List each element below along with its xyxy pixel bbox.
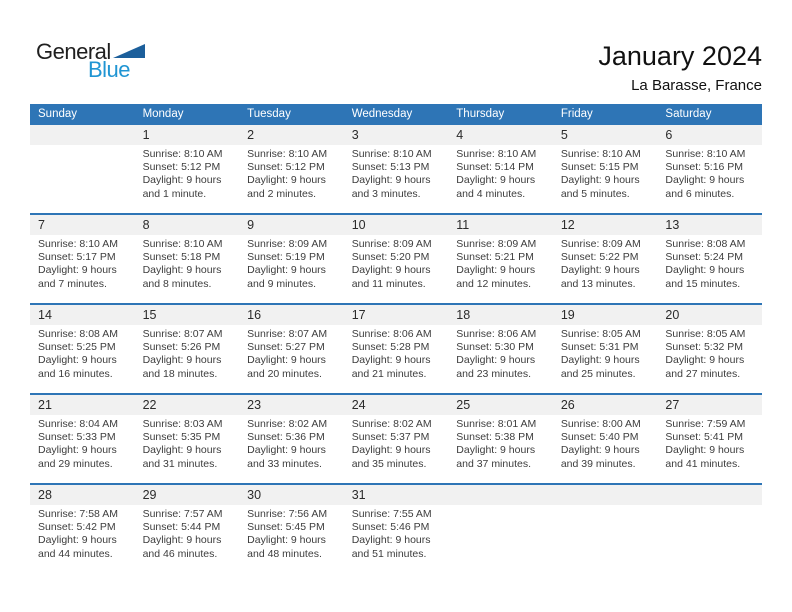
day-number [448,485,553,505]
page-title: January 2024 [598,41,762,71]
day-cell [30,485,135,573]
day-cell [657,395,762,483]
day-number: 18 [448,305,553,325]
day-cell [448,485,553,573]
day-details [553,505,658,573]
daylight-line2: and 4 minutes. [456,187,526,200]
day-cell [344,395,449,483]
day-number [30,125,135,145]
daylight-line2: and 46 minutes. [142,547,218,560]
sunrise-text: Sunrise: 8:10 AM [665,148,746,160]
day-cell [239,305,344,393]
sunset-text: Sunset: 5:21 PM [456,251,534,264]
daylight-line1: Daylight: 9 hours [351,444,431,457]
day-number: 12 [553,215,658,235]
day-number: 7 [30,215,135,235]
day-details [135,505,240,573]
daylight-line1: Daylight: 9 hours [38,534,117,547]
daylight-line2: and 35 minutes. [351,457,427,470]
sunrise-text: Sunrise: 7:55 AM [351,508,432,520]
day-number: 2 [239,125,344,145]
daylight-line2: and 12 minutes. [456,277,531,290]
sunrise-text: Sunrise: 8:10 AM [247,148,328,160]
sunrise-text: Sunrise: 8:09 AM [560,238,641,250]
week-row [30,393,762,483]
day-cell [239,395,344,483]
sunrise-text: Sunrise: 8:00 AM [560,418,641,430]
daylight-line2: and 2 minutes. [247,187,317,200]
sunset-text: Sunset: 5:41 PM [665,431,744,444]
day-cell [553,485,658,573]
day-cell [239,485,344,573]
day-number: 22 [135,395,240,415]
daylight-line1: Daylight: 9 hours [142,444,222,457]
day-cell [344,215,449,303]
daylight-line1: Daylight: 9 hours [351,264,431,277]
day-details [448,235,553,303]
day-number: 1 [135,125,240,145]
daylight-line1: Daylight: 9 hours [351,354,431,367]
day-details [344,235,449,303]
day-details [135,235,240,303]
day-details [657,325,762,393]
daylight-line1: Daylight: 9 hours [142,354,222,367]
sunset-text: Sunset: 5:44 PM [142,521,221,534]
sunset-text: Sunset: 5:25 PM [38,341,116,354]
day-cell [657,485,762,573]
daylight-line1: Daylight: 9 hours [351,174,431,187]
day-details [239,235,344,303]
daylight-line2: and 21 minutes. [351,367,427,380]
day-number: 14 [30,305,135,325]
daylight-line2: and 16 minutes. [38,367,113,380]
day-cell [553,395,658,483]
daylight-line2: and 18 minutes. [142,367,218,380]
sunset-text: Sunset: 5:19 PM [247,251,325,264]
sunrise-text: Sunrise: 8:06 AM [456,328,537,340]
day-number: 28 [30,485,135,505]
sunset-text: Sunset: 5:12 PM [142,161,221,174]
daylight-line2: and 51 minutes. [351,547,427,560]
day-cell [657,125,762,213]
day-details [135,145,240,213]
day-cell [135,125,240,213]
day-details [657,235,762,303]
daylight-line2: and 23 minutes. [456,367,531,380]
sunrise-text: Sunrise: 8:07 AM [142,328,223,340]
daylight-line2: and 9 minutes. [247,277,317,290]
sunrise-text: Sunrise: 8:02 AM [247,418,328,430]
day-details [448,145,553,213]
day-details [448,415,553,483]
sunrise-text: Sunrise: 8:06 AM [351,328,432,340]
logo-text-general: General [36,39,111,64]
day-number: 13 [657,215,762,235]
sunrise-text: Sunrise: 8:10 AM [142,238,223,250]
sunrise-text: Sunrise: 8:10 AM [560,148,641,160]
sunset-text: Sunset: 5:27 PM [247,341,325,354]
day-details [344,145,449,213]
dow-header-thursday: Thursday [456,108,505,120]
day-number: 29 [135,485,240,505]
day-cell [30,305,135,393]
day-number: 21 [30,395,135,415]
daylight-line1: Daylight: 9 hours [142,264,222,277]
day-cell [448,305,553,393]
day-cell [135,395,240,483]
sunrise-text: Sunrise: 8:01 AM [456,418,537,430]
daylight-line1: Daylight: 9 hours [456,264,536,277]
day-details [30,325,135,393]
sunrise-text: Sunrise: 8:10 AM [38,238,118,250]
sunset-text: Sunset: 5:14 PM [456,161,534,174]
daylight-line1: Daylight: 9 hours [247,264,326,277]
sunrise-text: Sunrise: 8:09 AM [247,238,328,250]
sunrise-text: Sunrise: 8:08 AM [38,328,118,340]
day-cell [30,215,135,303]
day-details [657,145,762,213]
daylight-line1: Daylight: 9 hours [456,354,536,367]
sunset-text: Sunset: 5:38 PM [456,431,534,444]
day-details [448,505,553,573]
daylight-line2: and 48 minutes. [247,547,322,560]
daylight-line1: Daylight: 9 hours [247,444,326,457]
day-details [239,145,344,213]
daylight-line1: Daylight: 9 hours [38,264,117,277]
daylight-line1: Daylight: 9 hours [560,264,640,277]
sunset-text: Sunset: 5:22 PM [560,251,639,264]
sunrise-text: Sunrise: 8:10 AM [142,148,223,160]
sunset-text: Sunset: 5:36 PM [247,431,325,444]
daylight-line1: Daylight: 9 hours [665,354,745,367]
day-details [553,145,658,213]
daylight-line1: Daylight: 9 hours [456,174,536,187]
day-details [344,415,449,483]
sunset-text: Sunset: 5:16 PM [665,161,744,174]
week-row [30,125,762,213]
day-number: 8 [135,215,240,235]
sunrise-text: Sunrise: 8:09 AM [351,238,432,250]
day-number: 31 [344,485,449,505]
sunset-text: Sunset: 5:28 PM [351,341,430,354]
logo-text-blue: Blue [88,57,131,82]
day-details [553,415,658,483]
dow-header-wednesday: Wednesday [351,108,413,120]
daylight-line2: and 13 minutes. [560,277,636,290]
day-number: 9 [239,215,344,235]
sunset-text: Sunset: 5:17 PM [38,251,116,264]
day-cell [30,125,135,213]
daylight-line1: Daylight: 9 hours [665,444,745,457]
sunrise-text: Sunrise: 8:05 AM [665,328,746,340]
calendar [30,104,762,573]
page-subtitle: La Barasse, France [631,77,762,94]
day-details [657,505,762,573]
daylight-line2: and 15 minutes. [665,277,741,290]
sunrise-text: Sunrise: 7:56 AM [247,508,328,520]
day-cell [30,395,135,483]
daylight-line2: and 27 minutes. [665,367,741,380]
daylight-line2: and 31 minutes. [142,457,218,470]
daylight-line2: and 41 minutes. [665,457,741,470]
day-number [553,485,658,505]
day-number: 27 [657,395,762,415]
sunset-text: Sunset: 5:13 PM [351,161,430,174]
day-cell [448,215,553,303]
logo-triangle-icon [113,44,145,58]
sunrise-text: Sunrise: 8:07 AM [247,328,328,340]
day-number: 6 [657,125,762,145]
daylight-line2: and 8 minutes. [142,277,212,290]
week-row [30,483,762,573]
daylight-line1: Daylight: 9 hours [560,444,640,457]
dow-header-sunday: Sunday [38,108,78,120]
day-details [239,415,344,483]
sunset-text: Sunset: 5:26 PM [142,341,221,354]
sunset-text: Sunset: 5:35 PM [142,431,221,444]
sunrise-text: Sunrise: 7:58 AM [38,508,118,520]
day-number: 17 [344,305,449,325]
daylight-line2: and 29 minutes. [38,457,113,470]
day-cell [344,485,449,573]
sunrise-text: Sunrise: 7:59 AM [665,418,746,430]
day-number: 4 [448,125,553,145]
day-cell [239,125,344,213]
daylight-line2: and 20 minutes. [247,367,322,380]
title-block [598,42,762,94]
daylight-line2: and 39 minutes. [560,457,636,470]
sunset-text: Sunset: 5:30 PM [456,341,534,354]
sunrise-text: Sunrise: 8:05 AM [560,328,641,340]
calendar-weeks [30,125,762,573]
daylight-line1: Daylight: 9 hours [456,444,536,457]
sunset-text: Sunset: 5:32 PM [665,341,744,354]
daylight-line1: Daylight: 9 hours [665,264,745,277]
sunrise-text: Sunrise: 8:02 AM [351,418,432,430]
day-details [30,145,135,213]
day-cell [553,125,658,213]
sunset-text: Sunset: 5:20 PM [351,251,430,264]
day-cell [553,305,658,393]
daylight-line1: Daylight: 9 hours [665,174,745,187]
day-number: 11 [448,215,553,235]
daylight-line2: and 11 minutes. [351,277,426,290]
week-row [30,213,762,303]
dow-header-monday: Monday [142,108,184,120]
day-cell [553,215,658,303]
general-blue-logo [36,39,145,82]
sunset-text: Sunset: 5:31 PM [560,341,639,354]
day-details [30,415,135,483]
sunrise-text: Sunrise: 8:03 AM [142,418,223,430]
daylight-line2: and 6 minutes. [665,187,735,200]
sunset-text: Sunset: 5:12 PM [247,161,325,174]
sunset-text: Sunset: 5:18 PM [142,251,221,264]
daylight-line2: and 33 minutes. [247,457,322,470]
daylight-line2: and 25 minutes. [560,367,636,380]
day-number: 26 [553,395,658,415]
daylight-line2: and 5 minutes. [560,187,630,200]
daylight-line1: Daylight: 9 hours [38,354,117,367]
daylight-line1: Daylight: 9 hours [247,534,326,547]
daylight-line2: and 7 minutes. [38,277,107,290]
week-row [30,303,762,393]
daylight-line1: Daylight: 9 hours [247,174,326,187]
day-cell [135,485,240,573]
day-number: 24 [344,395,449,415]
daylight-line2: and 1 minute. [142,187,207,200]
day-number: 16 [239,305,344,325]
sunrise-text: Sunrise: 8:10 AM [351,148,432,160]
day-cell [657,215,762,303]
day-details [657,415,762,483]
daylight-line1: Daylight: 9 hours [351,534,431,547]
day-details [239,325,344,393]
daylight-line2: and 37 minutes. [456,457,531,470]
sunset-text: Sunset: 5:42 PM [38,521,116,534]
sunset-text: Sunset: 5:46 PM [351,521,430,534]
sunset-text: Sunset: 5:45 PM [247,521,325,534]
day-number: 19 [553,305,658,325]
day-cell [344,125,449,213]
daylight-line1: Daylight: 9 hours [38,444,117,457]
sunset-text: Sunset: 5:40 PM [560,431,639,444]
day-details [30,235,135,303]
day-cell [135,215,240,303]
sunset-text: Sunset: 5:24 PM [665,251,744,264]
day-details [135,415,240,483]
sunset-text: Sunset: 5:33 PM [38,431,116,444]
daylight-line1: Daylight: 9 hours [142,534,222,547]
day-details [344,325,449,393]
dow-header-friday: Friday [560,108,593,120]
daylight-line2: and 3 minutes. [351,187,421,200]
day-details [553,325,658,393]
day-details [135,325,240,393]
sunrise-text: Sunrise: 8:10 AM [456,148,537,160]
day-cell [657,305,762,393]
day-details [30,505,135,573]
sunrise-text: Sunrise: 8:08 AM [665,238,746,250]
day-number: 30 [239,485,344,505]
day-details [448,325,553,393]
daylight-line1: Daylight: 9 hours [142,174,222,187]
sunset-text: Sunset: 5:37 PM [351,431,430,444]
day-number: 3 [344,125,449,145]
sunrise-text: Sunrise: 7:57 AM [142,508,223,520]
sunrise-text: Sunrise: 8:09 AM [456,238,537,250]
daylight-line1: Daylight: 9 hours [560,174,640,187]
dow-header-tuesday: Tuesday [247,108,291,120]
day-number: 25 [448,395,553,415]
day-of-week-header-row [30,104,762,125]
day-details [553,235,658,303]
day-cell [448,395,553,483]
day-number: 20 [657,305,762,325]
day-number: 23 [239,395,344,415]
sunset-text: Sunset: 5:15 PM [560,161,639,174]
sunrise-text: Sunrise: 8:04 AM [38,418,118,430]
day-cell [135,305,240,393]
day-cell [344,305,449,393]
day-details [239,505,344,573]
day-number [657,485,762,505]
day-number: 15 [135,305,240,325]
day-cell [448,125,553,213]
day-number: 5 [553,125,658,145]
daylight-line1: Daylight: 9 hours [247,354,326,367]
day-number: 10 [344,215,449,235]
dow-header-saturday: Saturday [665,108,712,120]
daylight-line1: Daylight: 9 hours [560,354,640,367]
daylight-line2: and 44 minutes. [38,547,113,560]
day-cell [239,215,344,303]
day-details [344,505,449,573]
